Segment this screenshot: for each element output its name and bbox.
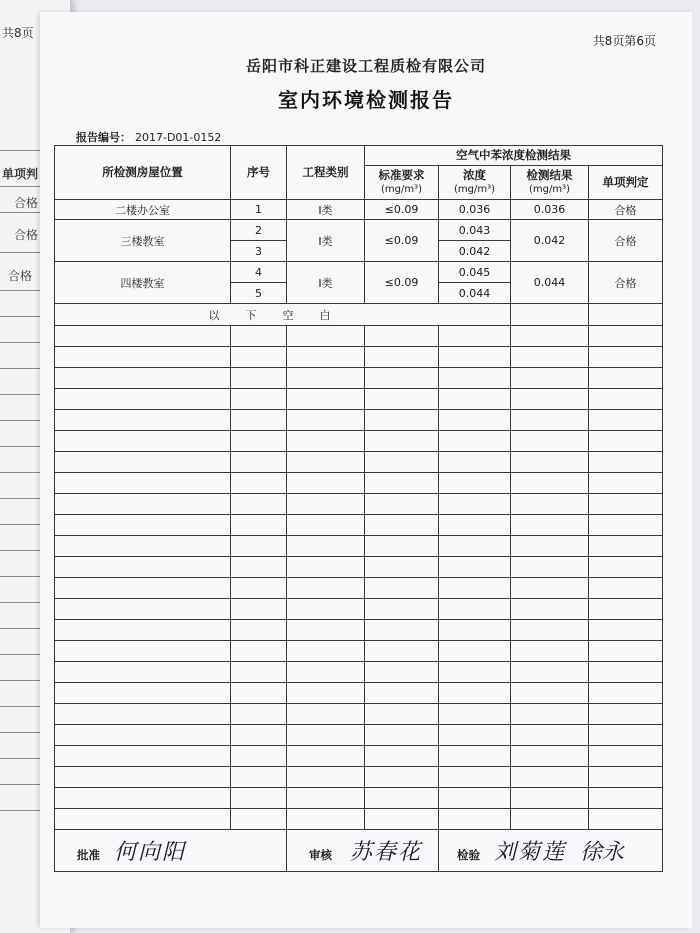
report-page [40, 12, 692, 928]
page-number: 共8页第6页 [592, 34, 656, 48]
blank-cell [439, 515, 511, 536]
approve-cell [55, 830, 287, 872]
blank-cell [287, 599, 365, 620]
blank-cell [439, 326, 511, 347]
blank-cell [511, 578, 589, 599]
blank-cell [55, 809, 231, 830]
table-row [55, 515, 663, 536]
room-judgement: 合格 [589, 220, 663, 262]
sample-concentration: 0.042 [439, 241, 511, 262]
room-result: 0.042 [511, 220, 589, 262]
blank-cell [365, 326, 439, 347]
blank-cell [55, 515, 231, 536]
sample-seq: 2 [231, 220, 287, 241]
review-cell [287, 830, 439, 872]
blank-cell [439, 704, 511, 725]
blank-cell [287, 389, 365, 410]
blank-cell [365, 746, 439, 767]
blank-cell [589, 473, 663, 494]
header-judgement: 单项判定 [589, 166, 663, 200]
blank-cell [55, 683, 231, 704]
inspect-signature-second: 徐永 [580, 840, 625, 865]
blank-cell [287, 578, 365, 599]
under-page-result-1: 合格 [14, 196, 39, 210]
review-label: 审核 [309, 848, 332, 862]
blank-cell [511, 788, 589, 809]
blank-cell [231, 452, 287, 473]
blank-cell [287, 788, 365, 809]
header-category: 工程类别 [287, 146, 365, 200]
blank-cell [365, 767, 439, 788]
blank-cell [589, 347, 663, 368]
blank-cell [231, 410, 287, 431]
blank-cell [439, 536, 511, 557]
blank-cell [55, 662, 231, 683]
table-row [55, 683, 663, 704]
blank-cell [365, 578, 439, 599]
blank-cell [589, 578, 663, 599]
blank-cell [439, 683, 511, 704]
table-row [55, 578, 663, 599]
table-row [55, 200, 663, 220]
blank-cell [439, 641, 511, 662]
blank-cell [511, 304, 589, 326]
blank-cell [589, 389, 663, 410]
blank-cell [439, 473, 511, 494]
blank-cell [439, 620, 511, 641]
header-concentration [439, 166, 511, 200]
blank-cell [365, 536, 439, 557]
blank-cell [511, 767, 589, 788]
inspect-signature: 刘菊莲 [494, 840, 567, 865]
blank-cell [439, 347, 511, 368]
blank-cell [287, 452, 365, 473]
blank-cell [589, 788, 663, 809]
blank-cell [287, 347, 365, 368]
header-standard [365, 166, 439, 200]
blank-cell [589, 620, 663, 641]
room-location: 二楼办公室 [55, 200, 231, 220]
blank-cell [365, 347, 439, 368]
blank-cell [287, 536, 365, 557]
blank-cell [55, 494, 231, 515]
table-row [55, 473, 663, 494]
inspection-table [54, 145, 663, 872]
header-concentration-label: 浓度 [463, 168, 486, 182]
report-number-label: 报告编号： [76, 131, 131, 144]
blank-cell [365, 599, 439, 620]
blank-cell [55, 788, 231, 809]
blank-cell [287, 557, 365, 578]
blank-cell [287, 326, 365, 347]
header-seq: 序号 [231, 146, 287, 200]
header-row [55, 146, 663, 166]
blank-cell [439, 431, 511, 452]
blank-cell [589, 368, 663, 389]
blank-cell [55, 725, 231, 746]
blank-cell [365, 431, 439, 452]
sample-seq: 3 [231, 241, 287, 262]
blank-cell [439, 452, 511, 473]
table-row [55, 746, 663, 767]
blank-cell [231, 620, 287, 641]
blank-cell [231, 599, 287, 620]
blank-cell [589, 431, 663, 452]
table-row [55, 431, 663, 452]
blank-cell [439, 578, 511, 599]
blank-cell [511, 683, 589, 704]
room-standard: ≤0.09 [365, 200, 439, 220]
blank-cell [589, 725, 663, 746]
table-row [55, 809, 663, 830]
inspect-cell [439, 830, 663, 872]
blank-cell [439, 809, 511, 830]
blank-cell [511, 347, 589, 368]
blank-cell [439, 494, 511, 515]
under-page-total: 共8页 [2, 26, 34, 40]
table-row [55, 557, 663, 578]
blank-cell [231, 557, 287, 578]
blank-cell [231, 662, 287, 683]
blank-cell [439, 767, 511, 788]
header-standard-label: 标准要求 [378, 168, 425, 182]
blank-cell [511, 599, 589, 620]
blank-cell [365, 683, 439, 704]
blank-cell [365, 641, 439, 662]
blank-cell [55, 326, 231, 347]
blank-cell [55, 704, 231, 725]
blank-cell [439, 662, 511, 683]
sample-concentration: 0.044 [439, 283, 511, 304]
blank-cell [511, 536, 589, 557]
blank-cell [589, 304, 663, 326]
blank-cell [287, 746, 365, 767]
blank-cell [231, 788, 287, 809]
blank-cell [287, 473, 365, 494]
room-category: Ⅰ类 [287, 220, 365, 262]
blank-cell [589, 452, 663, 473]
blank-cell [231, 368, 287, 389]
blank-cell [287, 641, 365, 662]
blank-cell [439, 557, 511, 578]
header-result-label: 检测结果 [526, 168, 573, 182]
blank-cell [231, 536, 287, 557]
report-title: 室内环境检测报告 [278, 88, 454, 112]
table-row [55, 262, 663, 283]
blank-cell [589, 683, 663, 704]
blank-cell [287, 431, 365, 452]
table-row [55, 704, 663, 725]
header-concentration-unit: (mg/m³) [453, 184, 495, 195]
company-name: 岳阳市科正建设工程质检有限公司 [245, 57, 486, 75]
blank-cell [287, 515, 365, 536]
blank-cell [287, 809, 365, 830]
review-signature: 苏春花 [350, 840, 423, 865]
blank-cell [287, 662, 365, 683]
blank-cell [511, 557, 589, 578]
sample-seq: 4 [231, 262, 287, 283]
blank-cell [55, 620, 231, 641]
blank-cell [365, 620, 439, 641]
under-page-header: 单项判 [2, 167, 39, 181]
blank-cell [589, 809, 663, 830]
under-page-result-3: 合格 [8, 269, 33, 283]
table-row [55, 725, 663, 746]
blank-cell [589, 410, 663, 431]
blank-cell [55, 599, 231, 620]
report-number [76, 129, 221, 145]
table-row [55, 410, 663, 431]
blank-cell [589, 557, 663, 578]
blank-cell [439, 410, 511, 431]
table-row [55, 599, 663, 620]
blank-cell [231, 641, 287, 662]
table-row [55, 347, 663, 368]
report-number-value: 2017-D01-0152 [135, 131, 222, 144]
blank-cell [511, 368, 589, 389]
header-result-unit: (mg/m³) [528, 184, 570, 195]
room-judgement: 合格 [589, 262, 663, 304]
blank-cell [365, 389, 439, 410]
blank-cell [365, 515, 439, 536]
blank-cell [287, 410, 365, 431]
table-row [55, 767, 663, 788]
sample-seq: 5 [231, 283, 287, 304]
table-row [55, 389, 663, 410]
room-judgement: 合格 [589, 200, 663, 220]
blank-cell [365, 473, 439, 494]
header-standard-unit: (mg/m³) [380, 184, 422, 195]
blank-cell [511, 515, 589, 536]
blank-cell [365, 557, 439, 578]
blank-cell [231, 431, 287, 452]
blank-cell [287, 620, 365, 641]
blank-cell [589, 641, 663, 662]
under-page-result-2: 合格 [14, 228, 39, 242]
blank-cell [365, 725, 439, 746]
blank-cell [287, 704, 365, 725]
sample-concentration: 0.045 [439, 262, 511, 283]
blank-cell [55, 578, 231, 599]
blank-cell [511, 410, 589, 431]
approve-label: 批准 [77, 848, 100, 862]
blank-cell [287, 368, 365, 389]
blank-cell [55, 557, 231, 578]
blank-cell [365, 809, 439, 830]
table-row [55, 662, 663, 683]
blank-cell [231, 704, 287, 725]
blank-cell [231, 473, 287, 494]
blank-cell [439, 788, 511, 809]
blank-cell [55, 368, 231, 389]
blank-cell [231, 578, 287, 599]
table-row [55, 326, 663, 347]
blank-cell [589, 536, 663, 557]
blank-rows [55, 326, 663, 830]
blank-cell [365, 410, 439, 431]
inspect-label: 检验 [457, 848, 480, 862]
approve-signature: 何向阳 [114, 840, 187, 865]
blank-cell [511, 809, 589, 830]
blank-cell [511, 452, 589, 473]
blank-cell [511, 326, 589, 347]
blank-cell [511, 725, 589, 746]
table-row [55, 641, 663, 662]
sample-seq: 1 [231, 200, 287, 220]
blank-cell [287, 494, 365, 515]
blank-cell [511, 431, 589, 452]
blank-cell [511, 389, 589, 410]
header-location: 所检测房屋位置 [55, 146, 231, 200]
blank-cell [365, 704, 439, 725]
blank-cell [439, 599, 511, 620]
blank-cell [231, 725, 287, 746]
sample-concentration: 0.036 [439, 200, 511, 220]
blank-cell [589, 746, 663, 767]
blank-cell [439, 389, 511, 410]
sample-concentration: 0.043 [439, 220, 511, 241]
blank-cell [231, 515, 287, 536]
blank-cell [511, 620, 589, 641]
blank-cell [55, 347, 231, 368]
header-result [511, 166, 589, 200]
blank-cell [231, 347, 287, 368]
room-location: 三楼教室 [55, 220, 231, 262]
table-row [55, 620, 663, 641]
table-row [55, 220, 663, 241]
blank-cell [365, 662, 439, 683]
blank-cell [365, 494, 439, 515]
blank-cell [287, 767, 365, 788]
blank-cell [55, 641, 231, 662]
blank-cell [439, 368, 511, 389]
blank-cell [511, 473, 589, 494]
blank-cell [439, 746, 511, 767]
blank-cell [55, 473, 231, 494]
blank-cell [365, 452, 439, 473]
signature-row [55, 830, 663, 872]
blank-cell [589, 515, 663, 536]
blank-cell [589, 494, 663, 515]
blank-cell [55, 410, 231, 431]
blank-cell [55, 431, 231, 452]
header-group: 空气中苯浓度检测结果 [365, 146, 663, 166]
blank-cell [231, 767, 287, 788]
blank-cell [511, 662, 589, 683]
blank-cell [589, 767, 663, 788]
table-row [55, 788, 663, 809]
blank-cell [589, 326, 663, 347]
empty-note-row [55, 304, 663, 326]
blank-cell [287, 725, 365, 746]
blank-cell [511, 704, 589, 725]
room-location: 四楼教室 [55, 262, 231, 304]
blank-cell [231, 494, 287, 515]
room-standard: ≤0.09 [365, 262, 439, 304]
blank-cell [55, 746, 231, 767]
room-result: 0.044 [511, 262, 589, 304]
blank-cell [231, 683, 287, 704]
blank-cell [287, 683, 365, 704]
blank-cell [55, 389, 231, 410]
room-standard: ≤0.09 [365, 220, 439, 262]
blank-cell [589, 599, 663, 620]
blank-cell [365, 368, 439, 389]
blank-cell [231, 809, 287, 830]
room-category: Ⅰ类 [287, 262, 365, 304]
blank-cell [589, 704, 663, 725]
blank-cell [589, 662, 663, 683]
empty-note: 以下空白 [55, 304, 511, 326]
table-row [55, 452, 663, 473]
table-row [55, 494, 663, 515]
blank-cell [231, 326, 287, 347]
blank-cell [55, 767, 231, 788]
blank-cell [231, 746, 287, 767]
table-row [55, 536, 663, 557]
room-result: 0.036 [511, 200, 589, 220]
blank-cell [231, 389, 287, 410]
blank-cell [55, 536, 231, 557]
blank-cell [439, 725, 511, 746]
table-row [55, 368, 663, 389]
room-category: Ⅰ类 [287, 200, 365, 220]
blank-cell [511, 746, 589, 767]
blank-cell [365, 788, 439, 809]
blank-cell [511, 494, 589, 515]
blank-cell [511, 641, 589, 662]
blank-cell [55, 452, 231, 473]
